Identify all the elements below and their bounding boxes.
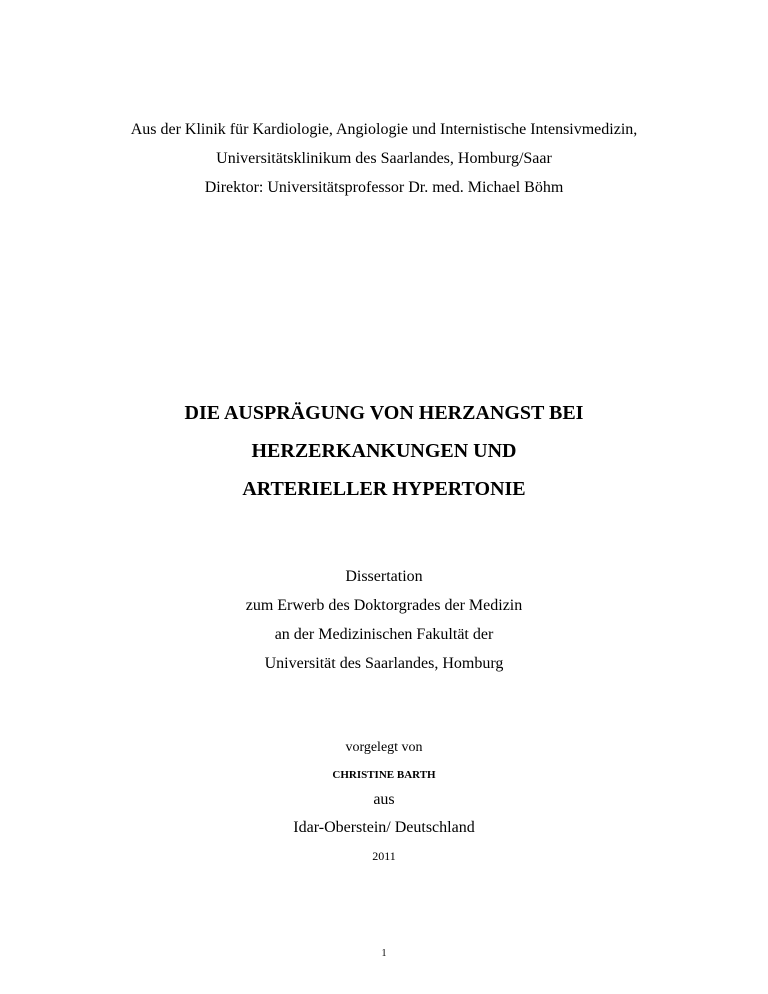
origin-label: aus [373, 791, 395, 808]
dissertation-university: Universität des Saarlandes, Homburg [264, 655, 504, 672]
institution-director: Direktor: Universitätsprofessor Dr. med. Michael Böhm [204, 179, 564, 196]
author-name: CHRISTINE BARTH [332, 769, 436, 781]
thesis-title-line-3: ARTERIELLER HYPERTONIE [242, 478, 526, 500]
page-number: 1 [381, 948, 387, 959]
institution-clinic: Aus der Klinik für Kardiologie, Angiologie und Internistische Intensivmedizin, [130, 121, 638, 138]
presented-by-label: vorgelegt von [345, 740, 423, 755]
thesis-title-line-1: DIE AUSPRÄGUNG VON HERZANGST BEI [184, 402, 584, 424]
dissertation-faculty: an der Medizinischen Fakultät der [274, 626, 494, 643]
dissertation-label: Dissertation [345, 568, 423, 585]
submission-year: 2011 [372, 849, 396, 863]
institution-hospital: Universitätsklinikum des Saarlandes, Homburg/Saar [216, 150, 552, 167]
dissertation-purpose: zum Erwerb des Doktorgrades der Medizin [245, 597, 523, 614]
origin-place: Idar-Oberstein/ Deutschland [293, 819, 475, 836]
thesis-title-line-2: HERZERKANKUNGEN UND [251, 440, 517, 462]
